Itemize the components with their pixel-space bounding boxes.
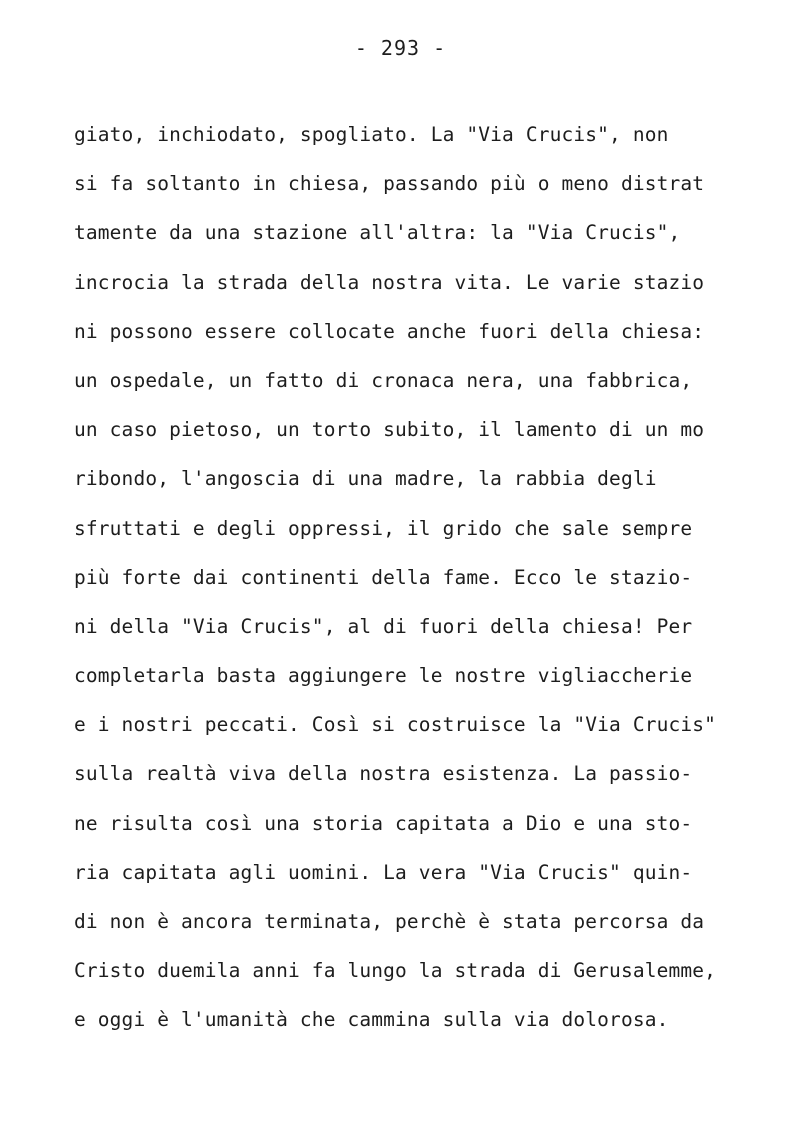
- text-line: ribondo, l'angoscia di una madre, la rabbia degli: [74, 467, 657, 491]
- text-line: incrocia la strada della nostra vita. Le varie stazio: [74, 270, 705, 294]
- text-line: ria capitata agli uomini. La vera "Via Crucis" quin-: [74, 860, 693, 884]
- text-line: ne risulta così una storia capitata a Dio e una sto-: [74, 811, 693, 835]
- text-line: si fa soltanto in chiesa, passando più o meno distrat: [74, 172, 705, 196]
- text-line: sulla realtà viva della nostra esistenza. La passio-: [74, 762, 693, 786]
- text-line: ni possono essere collocate anche fuori della chiesa:: [74, 319, 705, 343]
- text-line: di non è ancora terminata, perchè è stata percorsa da: [74, 910, 705, 933]
- text-line: e i nostri peccati. Così si costruisce la "Via Crucis": [74, 713, 717, 737]
- text-line: un caso pietoso, un torto subito, il lamento di un mo: [74, 418, 705, 442]
- text-line: più forte dai continenti della fame. Ecco le stazio-: [74, 565, 693, 589]
- text-line: e oggi è l'umanità che cammina sulla via dolorosa.: [74, 1008, 669, 1032]
- text-line: Cristo duemila anni fa lungo la strada di Gerusalemme,: [74, 959, 717, 983]
- body-text: [74, 118, 764, 1053]
- text-line: ni della "Via Crucis", al di fuori della chiesa! Per: [74, 614, 693, 638]
- text-line: un ospedale, un fatto di cronaca nera, una fabbrica,: [74, 368, 693, 392]
- page-number: - 293 -: [354, 36, 447, 60]
- text-line: completarla basta aggiungere le nostre vigliaccherie: [74, 664, 693, 688]
- text-line: tamente da una stazione all'altra: la "Via Crucis",: [74, 221, 681, 245]
- text-line: sfruttati e degli oppressi, il grido che sale sempre: [74, 516, 693, 540]
- text-line: giato, inchiodato, spogliato. La "Via Crucis", non: [74, 123, 669, 146]
